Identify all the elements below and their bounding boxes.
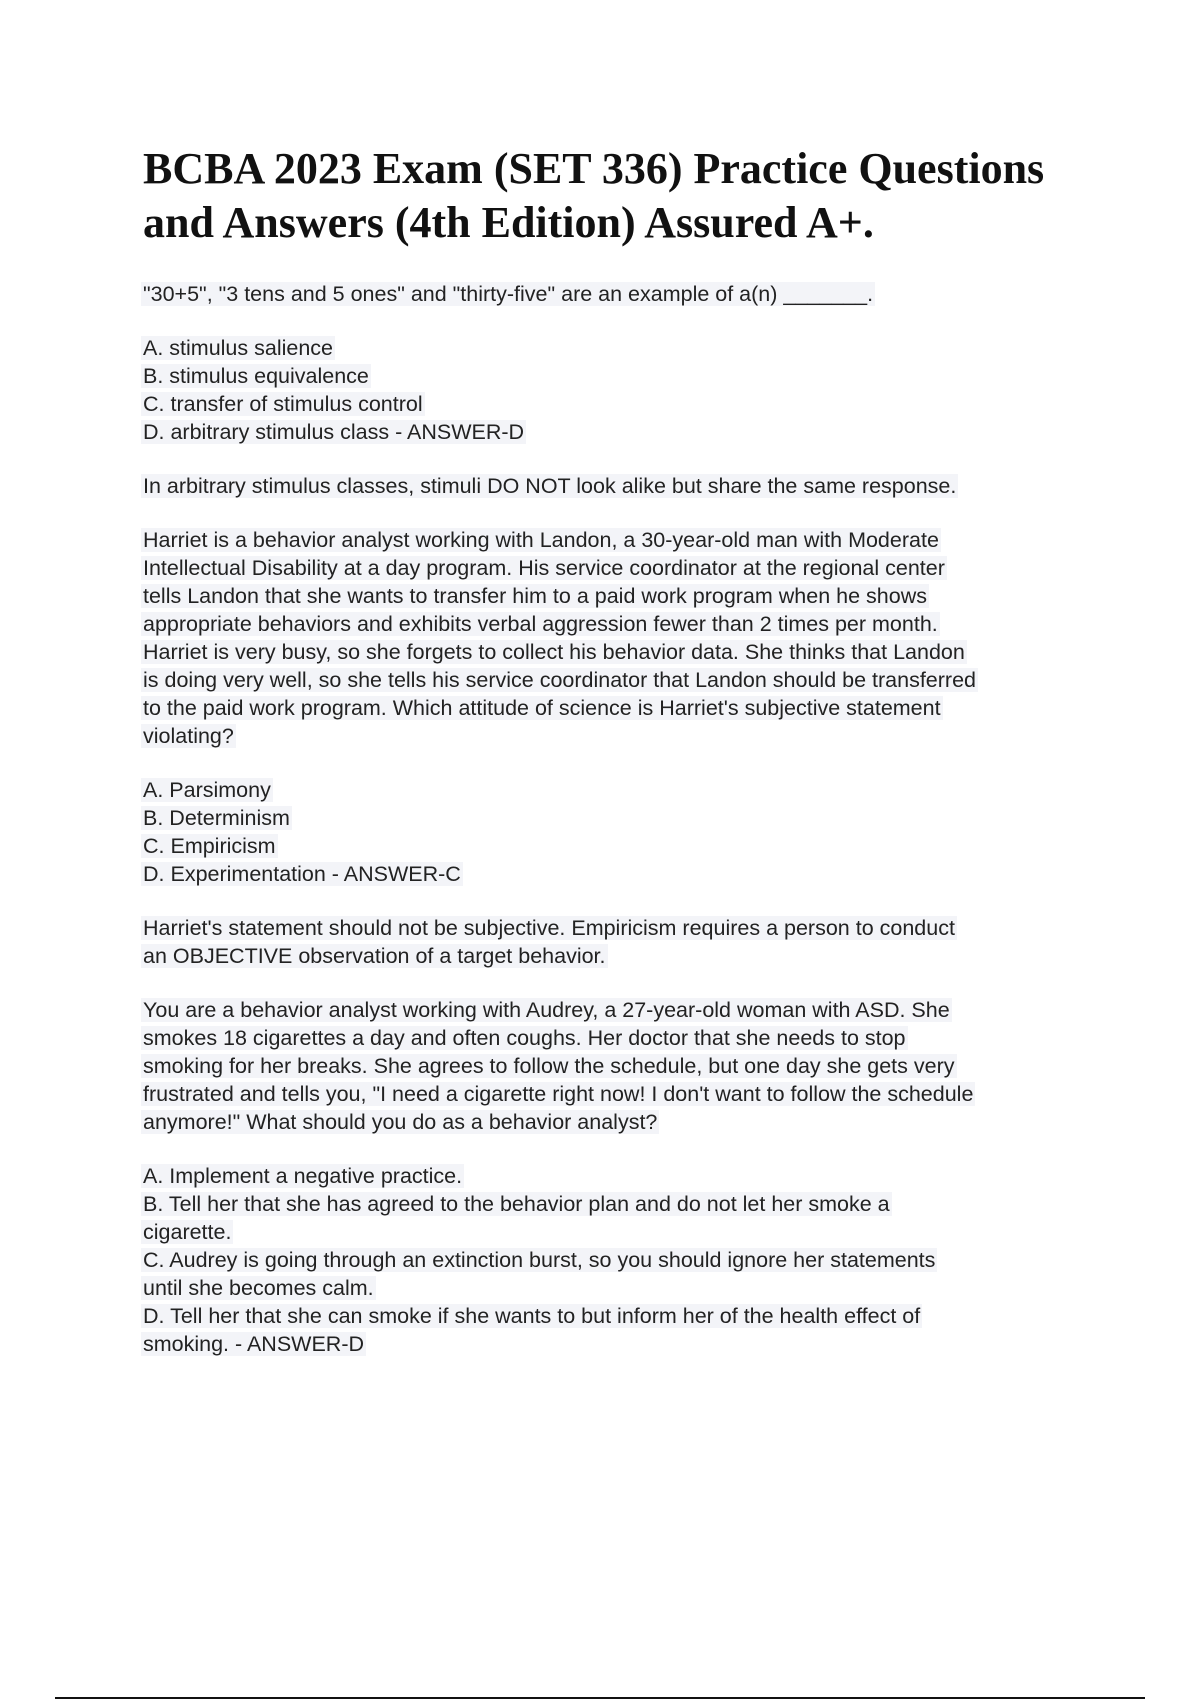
stem-line: violating? xyxy=(143,724,234,748)
stem-line: Intellectual Disability at a day program. His service coordinator at the regional center xyxy=(143,556,945,580)
document-title xyxy=(143,142,1143,250)
title-line-1: BCBA 2023 Exam (SET 336) Practice Questions xyxy=(143,144,1045,193)
title-line-2: and Answers (4th Edition) Assured A+. xyxy=(143,198,874,247)
option-answer-line: smoking. - ANSWER-D xyxy=(143,1332,365,1356)
explanation-text: In arbitrary stimulus classes, stimuli DO NOT look alike but share the same response. xyxy=(143,474,957,498)
footer-rule xyxy=(55,1697,1145,1699)
stem-line: Harriet is very busy, so she forgets to collect his behavior data. She thinks that Landon xyxy=(143,640,965,664)
stem-line: to the paid work program. Which attitude of science is Harriet's subjective statement xyxy=(143,696,941,720)
option: C. Empiricism xyxy=(143,834,276,858)
stem-line: smoking for her breaks. She agrees to follow the schedule, but one day she gets very xyxy=(143,1054,955,1078)
option-line: until she becomes calm. xyxy=(143,1276,374,1300)
explanation-line: Harriet's statement should not be subjective. Empiricism requires a person to conduct xyxy=(143,916,955,940)
stem-line: You are a behavior analyst working with Audrey, a 27-year-old woman with ASD. She xyxy=(143,998,950,1022)
option-line: A. Implement a negative practice. xyxy=(143,1164,463,1188)
stem-line: smokes 18 cigarettes a day and often coughs. Her doctor that she needs to stop xyxy=(143,1026,906,1050)
question-3-stem xyxy=(143,996,1143,1136)
stem-line: tells Landon that she wants to transfer him to a paid work program when he shows xyxy=(143,584,927,608)
option-line: cigarette. xyxy=(143,1220,232,1244)
document-page xyxy=(143,142,1143,1384)
option: A. Parsimony xyxy=(143,778,271,802)
option-line: D. Tell her that she can smoke if she wants to but inform her of the health effect of xyxy=(143,1304,921,1328)
stem-line: frustrated and tells you, "I need a cigarette right now! I don't want to follow the schedule xyxy=(143,1082,974,1106)
stem-line: Harriet is a behavior analyst working with Landon, a 30-year-old man with Moderate xyxy=(143,528,939,552)
option: B. stimulus equivalence xyxy=(143,364,369,388)
question-2-options xyxy=(143,776,1143,888)
explanation-line: an OBJECTIVE observation of a target behavior. xyxy=(143,944,606,968)
stem-line: appropriate behaviors and exhibits verbal aggression fewer than 2 times per month. xyxy=(143,612,938,636)
question-2-explanation xyxy=(143,914,1143,970)
option-answer: D. Experimentation - ANSWER-C xyxy=(143,862,461,886)
stem-line: is doing very well, so she tells his service coordinator that Landon should be transferred xyxy=(143,668,976,692)
option-line: C. Audrey is going through an extinction burst, so you should ignore her statements xyxy=(143,1248,936,1272)
stem-line: anymore!" What should you do as a behavior analyst? xyxy=(143,1110,658,1134)
question-1-explanation xyxy=(143,472,1143,500)
option-line: B. Tell her that she has agreed to the behavior plan and do not let her smoke a xyxy=(143,1192,890,1216)
question-1-options xyxy=(143,334,1143,446)
question-1-stem-text: "30+5", "3 tens and 5 ones" and "thirty-five" are an example of a(n) _______. xyxy=(143,282,874,306)
option: A. stimulus salience xyxy=(143,336,333,360)
question-1-stem xyxy=(143,280,1143,308)
option: B. Determinism xyxy=(143,806,290,830)
option-answer: D. arbitrary stimulus class - ANSWER-D xyxy=(143,420,525,444)
question-2-stem xyxy=(143,526,1143,750)
option: C. transfer of stimulus control xyxy=(143,392,423,416)
question-3-options xyxy=(143,1162,1143,1358)
